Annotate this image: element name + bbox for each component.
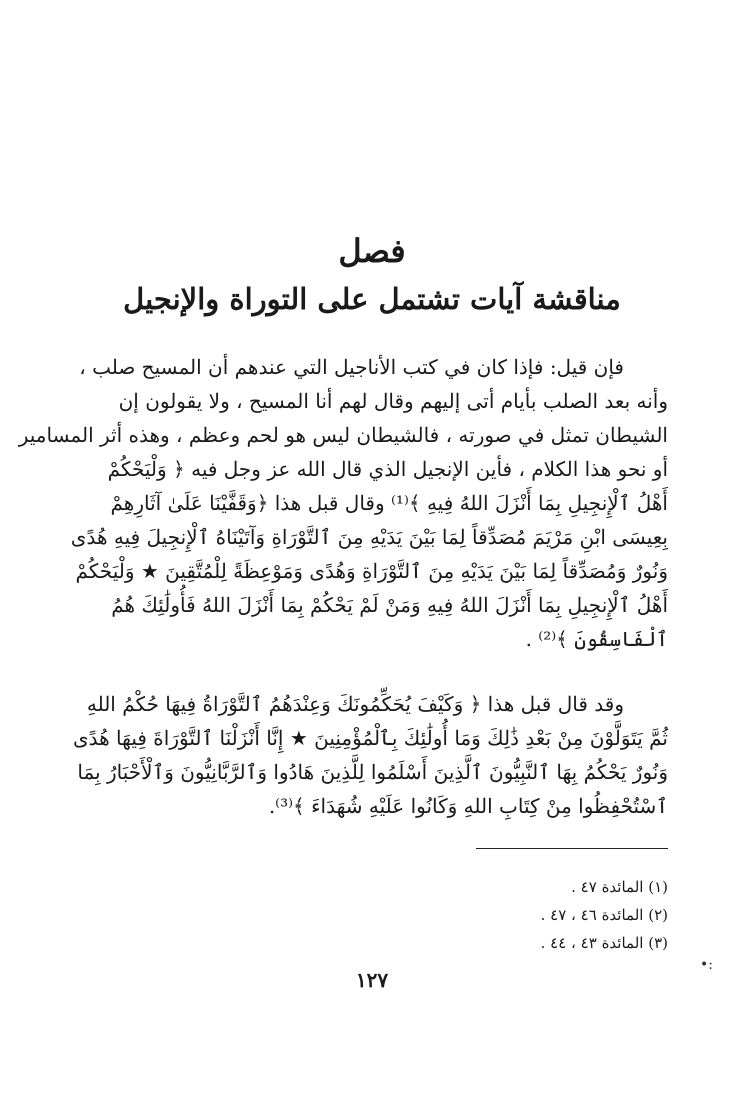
text-line: وأنه بعد الصلب بأيام أتى إليهم وقال لهم أنا المسيح ، ولا يقولون إن (118, 389, 668, 413)
footnote-2: (٢) المائدة ٤٦ ، ٤٧ . (540, 906, 668, 924)
text-line: بِعِيسَى ابْنِ مَرْيَمَ مُصَدِّقاً لِمَا بَيْنَ يَدَيْهِ مِنَ ٱلتَّوْرَاةِ وَآتَيْنَاهُ ٱلْإِنجِيلَ فِيهِ هُدًى (70, 525, 668, 549)
text-line: أو نحو هذا الكلام ، فأين الإنجيل الذي قال الله عز وجل فيه ﴿ وَلْيَحْكُمْ (107, 457, 668, 481)
chapter-heading: فصل (338, 232, 406, 270)
text-line: وَنُورٌ وَمُصَدِّقاً لِمَا بَيْنَ يَدَيْهِ مِنَ ٱلتَّوْرَاةِ وَهُدًى وَمَوْعِظَةً لِلْمُتَّقِينَ ★ وَلْيَحْكُمْ (75, 559, 668, 583)
text-line: ٱلْفَاسِقُونَ ﴾⁽²⁾ . (525, 627, 668, 651)
body-paragraph-2 (72, 687, 668, 823)
footnotes (368, 873, 668, 957)
footnote-1: (١) المائدة ٤٧ . (571, 878, 668, 896)
body-paragraph-1 (18, 350, 668, 656)
text-line: ثُمَّ يَتَوَلَّوْنَ مِنْ بَعْدِ ذَٰلِكَ وَمَا أُولَٰئِكَ بِٱلْمُؤْمِنِينَ ★ إِنَّا أَنْزَلْنَا ٱلتَّوْرَاةَ فِيهَا هُدًى (72, 726, 668, 750)
stray-mark: •: (700, 957, 713, 973)
section-title: مناقشة آيات تشتمل على التوراة والإنجيل (123, 282, 621, 316)
text-line: الشيطان تمثل في صورته ، فالشيطان ليس هو لحم وعظم ، وهذه أثر المسامير (18, 423, 668, 447)
text-line: ٱسْتُحْفِظُوا مِنْ كِتَابِ اللهِ وَكَانُوا عَلَيْهِ شُهَدَاءَ ﴾⁽³⁾. (268, 794, 668, 818)
page-number: ١٢٧ (355, 968, 389, 992)
text-line: وَنُورٌ يَحْكُمُ بِهَا ٱلنَّبِيُّونَ ٱلَّذِينَ أَسْلَمُوا لِلَّذِينَ هَادُوا وَٱلرَّبَّانِيُّونَ وَٱلْأَحْبَارُ بِمَا (77, 760, 668, 784)
text-line: أَهْلُ ٱلْإِنجِيلِ بِمَا أَنْزَلَ اللهُ فِيهِ وَمَنْ لَمْ يَحْكُمْ بِمَا أَنْزَلَ اللهُ فَأُولَٰئِكَ هُمُ (111, 593, 668, 617)
text-line: فإن قيل: فإذا كان في كتب الأناجيل التي عندهم أن المسيح صلب ، (79, 355, 624, 379)
text-line: أَهْلُ ٱلْإِنجِيلِ بِمَا أَنْزَلَ اللهُ فِيهِ ﴾⁽¹⁾ وقال قبل هذا ﴿وَقَفَّيْنَا عَلَىٰ آثَارِهِمْ (110, 491, 668, 515)
footnote-divider (476, 848, 668, 849)
text-line: وقد قال قبل هذا ﴿ وَكَيْفَ يُحَكِّمُونَكَ وَعِنْدَهُمُ ٱلتَّوْرَاةُ فِيهَا حُكْمُ اللهِ (86, 692, 624, 716)
footnote-3: (٣) المائدة ٤٣ ، ٤٤ . (540, 934, 668, 952)
